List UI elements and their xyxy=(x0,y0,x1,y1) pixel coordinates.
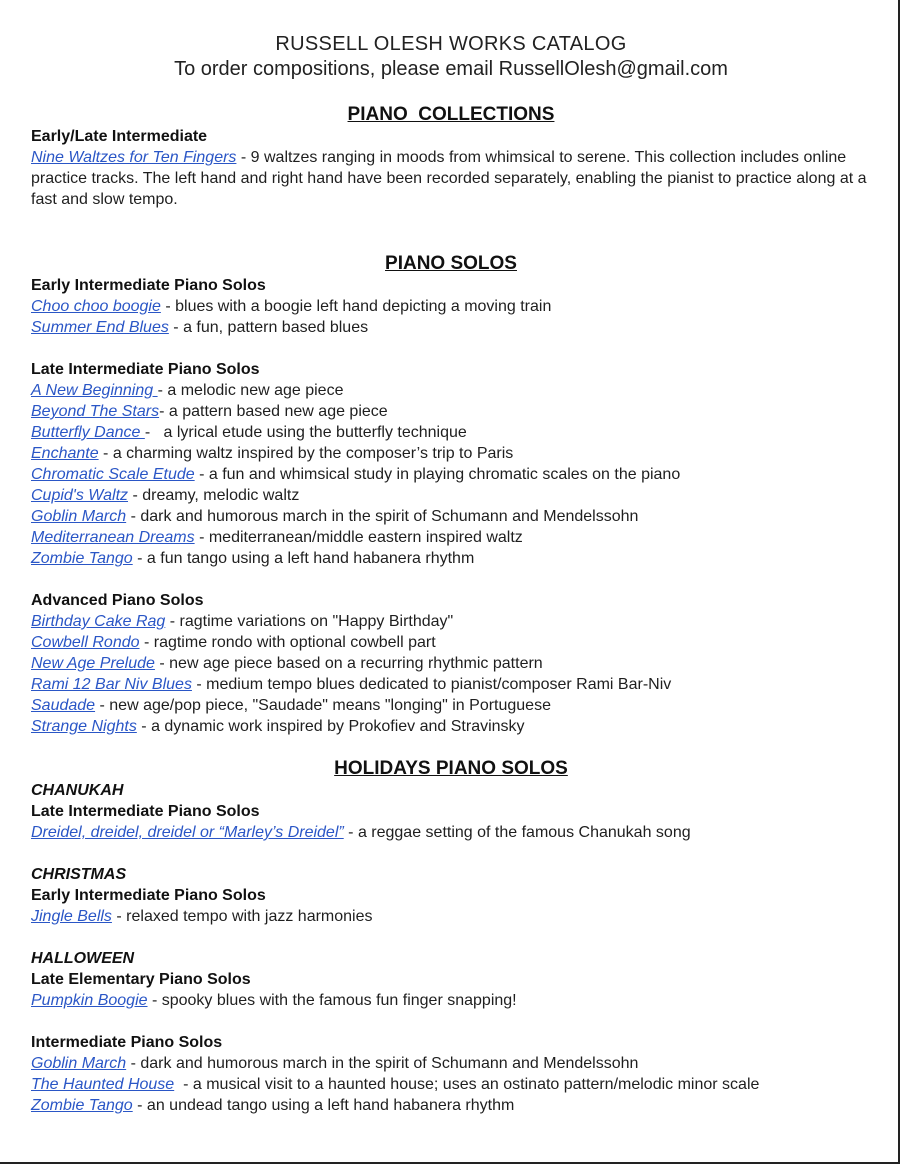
piece-link[interactable]: Goblin March xyxy=(31,1055,127,1072)
list-item xyxy=(31,548,871,569)
piece-description: - a charming waltz inspired by the composer’s trip to Paris xyxy=(98,445,514,462)
list-item xyxy=(31,822,871,843)
piece-link[interactable]: Cupid's Waltz xyxy=(31,487,129,504)
piece-description: - new age/pop piece, "Saudade" means "longing" in Portuguese xyxy=(95,697,551,714)
piece-description: - a musical visit to a haunted house; uses an ostinato pattern/melodic minor scale xyxy=(174,1076,760,1093)
piece-link[interactable]: Beyond The Stars xyxy=(31,403,160,420)
piece-description: - blues with a boogie left hand depicting a moving train xyxy=(160,298,552,315)
piece-link[interactable]: Goblin March xyxy=(31,508,127,525)
piece-description: - a fun and whimsical study in playing chromatic scales on the piano xyxy=(194,466,681,483)
piece-link[interactable]: Nine Waltzes for Ten Fingers xyxy=(31,149,237,166)
list-item xyxy=(31,380,871,401)
piece-link[interactable]: Chromatic Scale Etude xyxy=(31,466,195,483)
section-title-holidays: HOLIDAYS PIANO SOLOS xyxy=(334,758,568,779)
holiday-christmas: CHRISTMAS xyxy=(31,866,127,883)
piece-description: - ragtime rondo with optional cowbell part xyxy=(139,634,436,651)
piece-description: - dark and humorous march in the spirit of Schumann and Mendelssohn xyxy=(126,508,639,525)
piece-list-early-intermediate xyxy=(31,296,871,338)
piece-link[interactable]: Enchante xyxy=(31,445,99,462)
piece-description: - a fun tango using a left hand habanera rhythm xyxy=(132,550,475,567)
list-item xyxy=(31,296,871,317)
piece-description: - a dynamic work inspired by Prokofiev and Stravinsky xyxy=(136,718,525,735)
piece-link[interactable]: Rami 12 Bar Niv Blues xyxy=(31,676,192,693)
piece-description: - new age piece based on a recurring rhythmic pattern xyxy=(154,655,543,672)
list-item xyxy=(31,1053,871,1074)
piece-link[interactable]: Jingle Bells xyxy=(31,908,112,925)
list-item xyxy=(31,1074,871,1095)
piece-link[interactable]: Zombie Tango xyxy=(31,1097,133,1114)
list-item xyxy=(31,990,871,1011)
section-title-solos: PIANO SOLOS xyxy=(385,253,517,274)
piece-description: - relaxed tempo with jazz harmonies xyxy=(111,908,373,925)
list-item xyxy=(31,506,871,527)
piece-link[interactable]: Saudade xyxy=(31,697,96,714)
piece-description: - dark and humorous march in the spirit of Schumann and Mendelssohn xyxy=(126,1055,639,1072)
piece-link[interactable]: Choo choo boogie xyxy=(31,298,161,315)
group-heading-late-intermediate: Late Intermediate Piano Solos xyxy=(31,361,260,378)
piece-description: - an undead tango using a left hand habanera rhythm xyxy=(132,1097,515,1114)
list-item xyxy=(31,401,871,422)
list-item xyxy=(31,443,871,464)
page-title: RUSSELL OLESH WORKS CATALOG xyxy=(275,33,627,55)
piece-link[interactable]: Zombie Tango xyxy=(31,550,133,567)
order-instructions: To order compositions, please email RussellOlesh@gmail.com xyxy=(174,58,728,80)
list-item xyxy=(31,422,871,443)
piece-description: - a fun, pattern based blues xyxy=(168,319,369,336)
piece-link[interactable]: New Age Prelude xyxy=(31,655,155,672)
piece-description: - 9 waltzes ranging in moods from whimsical to serene. This collection includes online practice tracks. The left hand and right hand have been recorded separately, enabling the pianist to practice along at a fast and slow tempo. xyxy=(31,149,867,208)
piece-description: - ragtime variations on "Happy Birthday" xyxy=(165,613,454,630)
piece-description: - spooky blues with the famous fun finger snapping! xyxy=(147,992,517,1009)
piece-link[interactable]: Mediterranean Dreams xyxy=(31,529,195,546)
piece-link[interactable]: Pumpkin Boogie xyxy=(31,992,148,1009)
piece-description: - dreamy, melodic waltz xyxy=(128,487,300,504)
piece-list-late-intermediate xyxy=(31,380,871,569)
piece-link[interactable]: Strange Nights xyxy=(31,718,137,735)
group-heading-chanukah: Late Intermediate Piano Solos xyxy=(31,803,260,820)
list-item xyxy=(31,716,871,737)
piece-description: - medium tempo blues dedicated to pianist/composer Rami Bar-Niv xyxy=(191,676,672,693)
list-item xyxy=(31,1095,871,1116)
piece-list-chanukah xyxy=(31,822,871,843)
list-item xyxy=(31,906,871,927)
list-item xyxy=(31,674,871,695)
section-title-collections: PIANO COLLECTIONS xyxy=(347,104,555,125)
list-item xyxy=(31,695,871,716)
group-heading-advanced: Advanced Piano Solos xyxy=(31,592,204,609)
piece-link[interactable]: The Haunted House xyxy=(31,1076,175,1093)
piece-description: - mediterranean/middle eastern inspired waltz xyxy=(194,529,523,546)
group-heading-halloween-intermediate: Intermediate Piano Solos xyxy=(31,1034,223,1051)
group-heading-christmas: Early Intermediate Piano Solos xyxy=(31,887,266,904)
list-item xyxy=(31,611,871,632)
group-heading-early-intermediate: Early Intermediate Piano Solos xyxy=(31,277,266,294)
piece-link[interactable]: Butterfly Dance xyxy=(31,424,145,441)
piece-list-advanced xyxy=(31,611,871,737)
piece-list-halloween xyxy=(31,990,871,1011)
piece-description: - a reggae setting of the famous Chanukah song xyxy=(343,824,691,841)
list-item xyxy=(31,653,871,674)
group-heading-collections: Early/Late Intermediate xyxy=(31,128,208,145)
list-item xyxy=(31,485,871,506)
piece-list-christmas xyxy=(31,906,871,927)
piece-list-halloween-intermediate xyxy=(31,1053,871,1116)
list-item xyxy=(31,464,871,485)
catalog-page xyxy=(31,31,871,1116)
piece-link[interactable]: Dreidel, dreidel, dreidel or “Marley’s Dreidel” xyxy=(31,824,344,841)
list-item xyxy=(31,317,871,338)
piece-description: - a pattern based new age piece xyxy=(159,403,388,420)
piece-description: - a melodic new age piece xyxy=(157,382,344,399)
group-heading-halloween: Late Elementary Piano Solos xyxy=(31,971,251,988)
piece-link[interactable]: A New Beginning xyxy=(31,382,158,399)
piece-link[interactable]: Summer End Blues xyxy=(31,319,169,336)
list-item xyxy=(31,527,871,548)
list-item xyxy=(31,632,871,653)
piece-link[interactable]: Birthday Cake Rag xyxy=(31,613,166,630)
list-item xyxy=(31,147,871,210)
holiday-halloween: HALLOWEEN xyxy=(31,950,135,967)
piece-description: - a lyrical etude using the butterfly technique xyxy=(144,424,467,441)
holiday-chanukah: CHANUKAH xyxy=(31,782,124,799)
piece-link[interactable]: Cowbell Rondo xyxy=(31,634,140,651)
